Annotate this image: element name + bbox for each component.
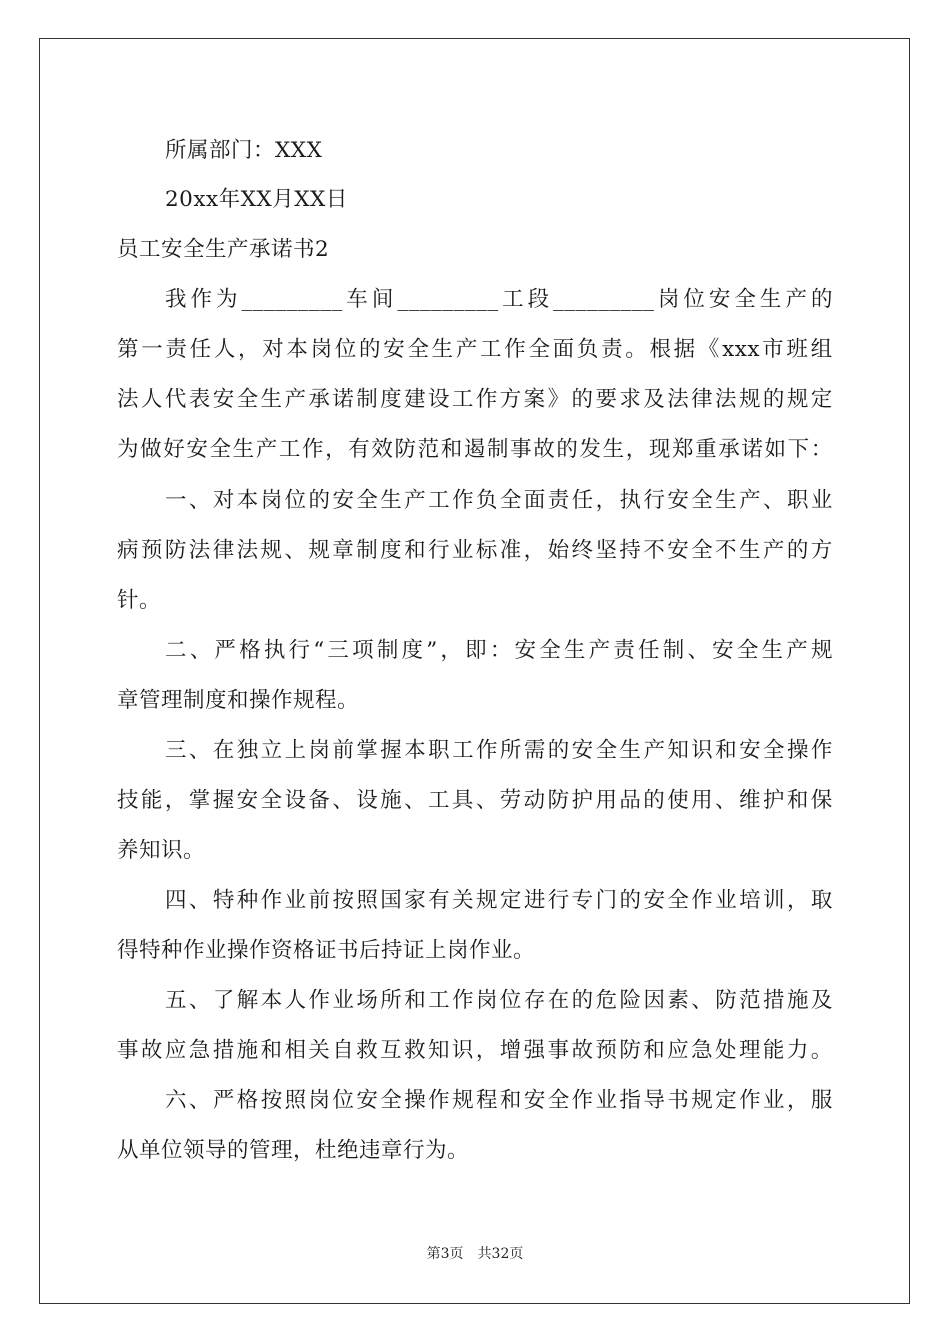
paragraph-line: 六 、 严 格 按 照 岗 位 安 全 操 作 规 程 和 安 全 作 业 指 导 书 规 定 作 业 ， 服	[165, 1088, 833, 1113]
paragraph-line: 为 做 好 安 全 生 产 工 作 ， 有 效 防 范 和 遏 制 事 故 的 发 生 ， 现 郑 重 承 诺 如 下 ：	[117, 437, 833, 462]
paragraph-line: 一 、 对 本 岗 位 的 安 全 生 产 工 作 负 全 面 责 任 ， 执 行 安 全 生 产 、 职 业	[165, 488, 833, 513]
paragraph-line: 我 作 为 _________ 车 间 _________ 工 段 _________ 岗 位 安 全 生 产 的	[165, 287, 833, 312]
paragraph-line: 二 、 严 格 执 行 “ 三 项 制 度 ” ， 即 ： 安 全 生 产 责 任 制 、 安 全 生 产 规	[165, 638, 833, 663]
paragraph-line: 章管理制度和操作规程。	[117, 688, 360, 713]
paragraph-line: 得特种作业操作资格证书后持证上岗作业。	[117, 938, 536, 963]
paragraph-line: 事 故 应 急 措 施 和 相 关 自 救 互 救 知 识 ， 增 强 事 故 预 防 和 应 急 处 理 能 力 。	[117, 1038, 833, 1063]
paragraph-line: 四 、 特 种 作 业 前 按 照 国 家 有 关 规 定 进 行 专 门 的 安 全 作 业 培 训 ， 取	[165, 888, 833, 913]
paragraph-line: 针。	[117, 588, 162, 613]
paragraph-line: 法 人 代 表 安 全 生 产 承 诺 制 度 建 设 工 作 方 案 》 的 要 求 及 法 律 法 规 的 规 定	[117, 387, 833, 412]
department-line: 所属部门：XXX	[165, 138, 323, 163]
date-line: 20xx年XX月XX日	[165, 187, 348, 212]
paragraph-line: 五 、 了 解 本 人 作 业 场 所 和 工 作 岗 位 存 在 的 危 险 因 素 、 防 范 措 施 及	[165, 988, 833, 1013]
paragraph-line: 三 、 在 独 立 上 岗 前 掌 握 本 职 工 作 所 需 的 安 全 生 产 知 识 和 安 全 操 作	[165, 738, 833, 763]
paragraph-line: 养知识。	[117, 838, 206, 863]
paragraph-line: 病 预 防 法 律 法 规 、 规 章 制 度 和 行 业 标 准 ， 始 终 坚 持 不 安 全 不 生 产 的 方	[117, 538, 833, 563]
paragraph-line: 从单位领导的管理，杜绝违章行为。	[117, 1138, 470, 1163]
paragraph-line: 第 一 责 任 人 ， 对 本 岗 位 的 安 全 生 产 工 作 全 面 负 责 。 根 据 《 xxx 市 班 组	[117, 337, 833, 362]
section-title: 员工安全生产承诺书2	[117, 237, 330, 262]
paragraph-line: 技 能 ， 掌 握 安 全 设 备 、 设 施 、 工 具 、 劳 动 防 护 用 品 的 使 用 、 维 护 和 保	[117, 788, 833, 813]
page-number: 第3页 共32页	[426, 1246, 524, 1262]
